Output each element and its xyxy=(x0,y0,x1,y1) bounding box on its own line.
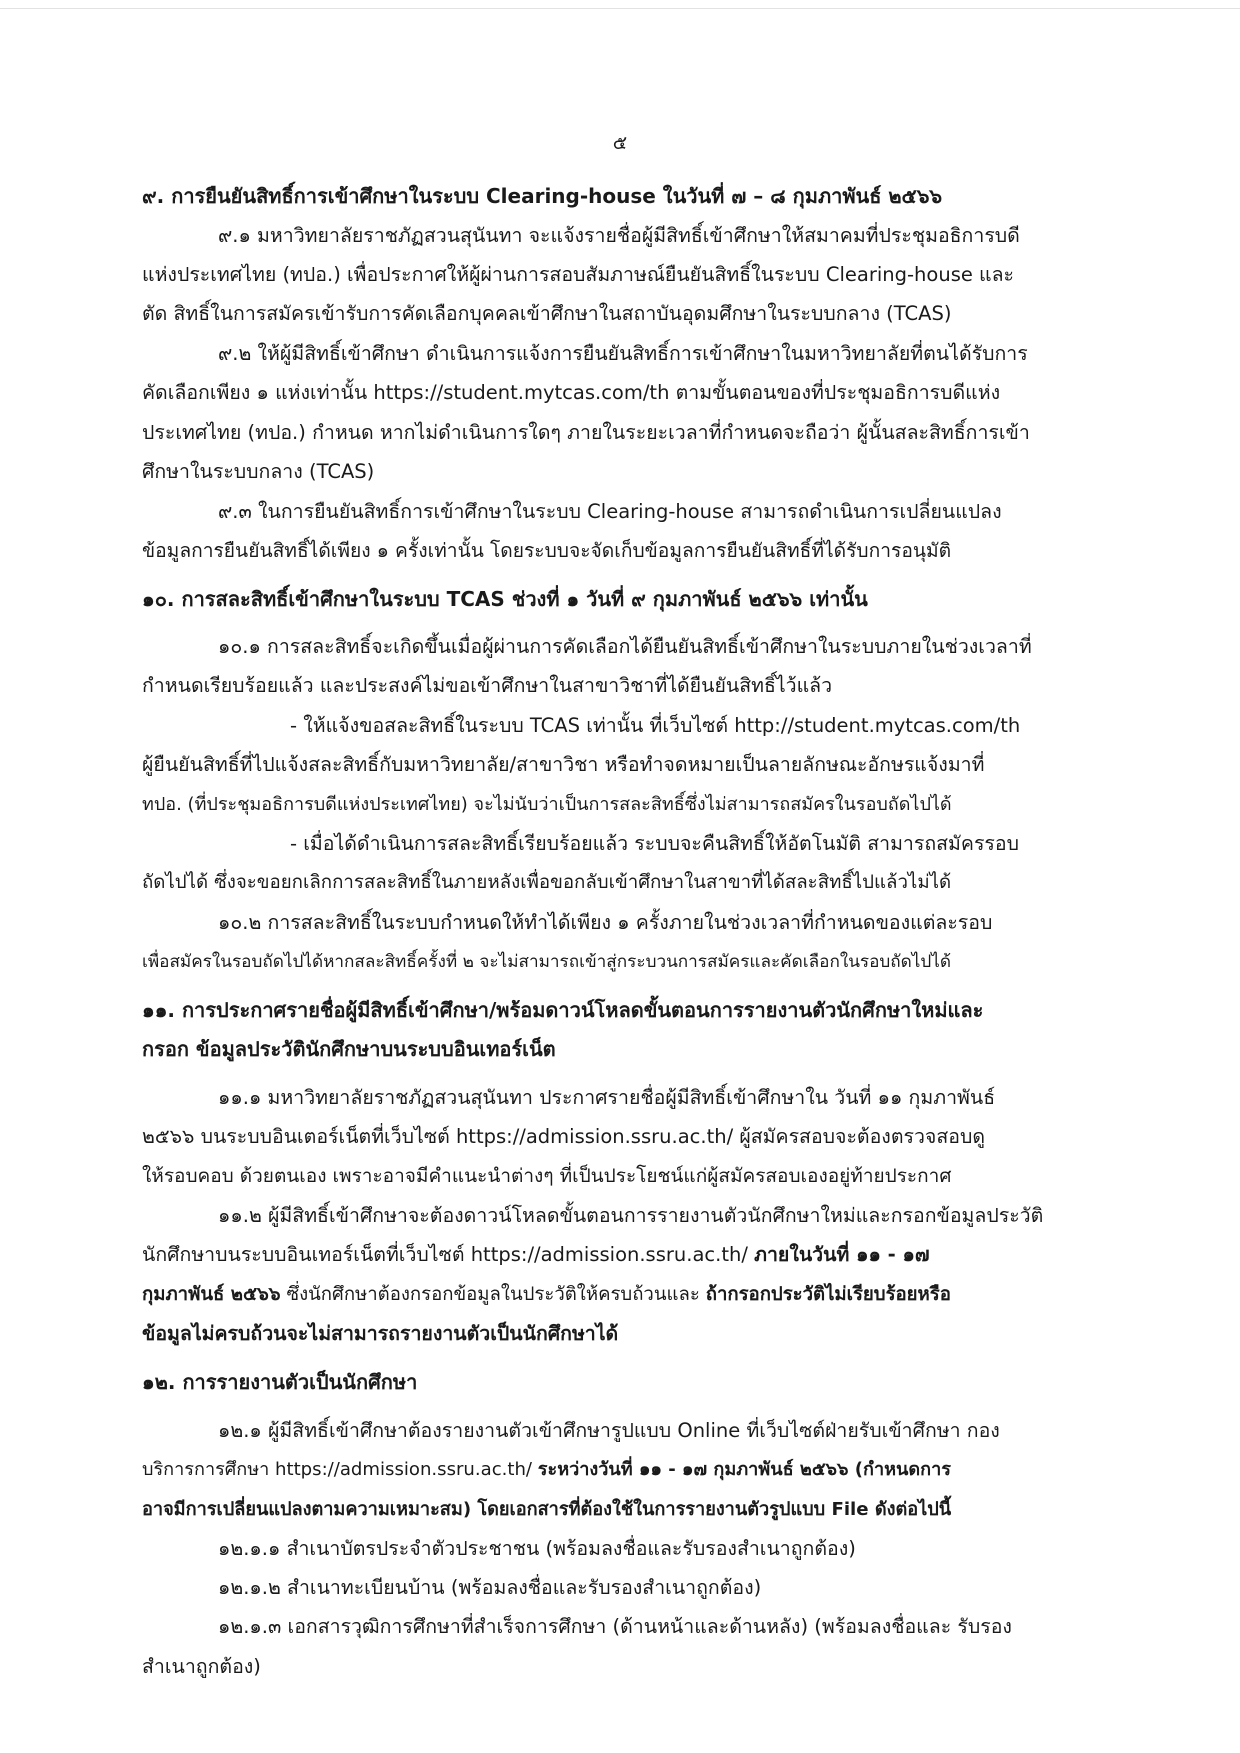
section-10-heading: ๑๐. การสละสิทธิ์เข้าศึกษาในระบบ TCAS ช่วงที่ ๑ วันที่ ๙ กุมภาพันธ์ ๒๕๖๖ เท่านั้น xyxy=(142,587,868,611)
s10-bullet-1-line-1: - ให้แจ้งขอสละสิทธิ์ในระบบ TCAS เท่านั้น ที่เว็บไซต์ http://student.mytcas.com/th xyxy=(290,714,1021,737)
scan-edge-line xyxy=(0,8,1240,9)
section-9-heading: ๙. การยืนยันสิทธิ์การเข้าศึกษาในระบบ Clearing-house ในวันที่ ๗ – ๘ กุมภาพันธ์ ๒๕๖๖ xyxy=(142,184,943,208)
s11-p2-month: กุมภาพันธ์ ๒๕๖๖ xyxy=(142,1284,281,1305)
s9-p2-line-2: คัดเลือกเพียง ๑ แห่งเท่านั้น https://student.mytcas.com/th ตามขั้นตอนของที่ประชุมอธิการบดีแห่ง xyxy=(142,381,1001,404)
s10-bullet-1-line-3: ทปอ. (ที่ประชุมอธิการบดีแห่งประเทศไทย) จะไม่นับว่าเป็นการสละสิทธิ์ซึ่งไม่สามารถสมัครในรอบถัดไปได้ xyxy=(142,794,952,815)
s12-item-3: ๑๒.๑.๓ เอกสารวุฒิการศึกษาที่สำเร็จการศึกษา (ด้านหน้าและด้านหลัง) (พร้อมลงชื่อและ รับรอง xyxy=(218,1615,1012,1638)
section-11-heading-line-2: กรอก ข้อมูลประวัตินักศึกษาบนระบบอินเทอร์เน็ต xyxy=(142,1037,556,1061)
s9-p2-line-1: ๙.๒ ให้ผู้มีสิทธิ์เข้าศึกษา ดำเนินการแจ้งการยืนยันสิทธิ์การเข้าศึกษาในมหาวิทยาลัยที่ตนได้รับการ xyxy=(218,342,1028,365)
s12-p1-line-2 xyxy=(142,1457,951,1483)
section-11-heading-line-1: ๑๑. การประกาศรายชื่อผู้มีสิทธิ์เข้าศึกษา/พร้อมดาวน์โหลดขั้นตอนการรายงานตัวนักศึกษาใหม่และ xyxy=(142,998,984,1022)
s11-p2-warning-end: ข้อมูลไม่ครบถ้วนจะไม่สามารถรายงานตัวเป็นนักศึกษาได้ xyxy=(142,1322,619,1345)
s12-p1-date-range: ระหว่างวันที่ ๑๑ - ๑๗ กุมภาพันธ์ ๒๕๖๖ (กำหนดการ xyxy=(537,1459,951,1480)
s10-bullet-2-line-1: - เมื่อได้ดำเนินการสละสิทธิ์เรียบร้อยแล้ว ระบบจะคืนสิทธิ์ให้อัตโนมัติ สามารถสมัครรอบ xyxy=(290,832,1019,855)
s9-p1-line-2: แห่งประเทศไทย (ทปอ.) เพื่อประกาศให้ผู้ผ่านการสอบสัมภาษณ์ยืนยันสิทธิ์ในระบบ Clearing-house และ xyxy=(142,263,1015,286)
s11-p2-line-2 xyxy=(142,1242,930,1268)
s12-p1-line-1: ๑๒.๑ ผู้มีสิทธิ์เข้าศึกษาต้องรายงานตัวเข้าศึกษารูปแบบ Online ที่เว็บไซต์ฝ่ายรับเข้าศึกษา กอง xyxy=(218,1419,1000,1442)
s12-p1-line-2-text: บริการการศึกษา https://admission.ssru.ac.th/ xyxy=(142,1459,538,1480)
s10-p1-line-1: ๑๐.๑ การสละสิทธิ์จะเกิดขึ้นเมื่อผู้ผ่านการคัดเลือกได้ยืนยันสิทธิ์เข้าศึกษาในระบบภายในช่วงเวลาที่ xyxy=(218,635,1032,658)
s10-p2-line-2: เพื่อสมัครในรอบถัดไปได้หากสละสิทธิ์ครั้งที่ ๒ จะไม่สามารถเข้าสู่กระบวนการสมัครและคัดเลือกในรอบถัดไปได้ xyxy=(142,952,952,972)
s9-p1-line-1: ๙.๑ มหาวิทยาลัยราชภัฏสวนสุนันทา จะแจ้งรายชื่อผู้มีสิทธิ์เข้าศึกษาให้สมาคมที่ประชุมอธิการบดี xyxy=(218,224,1020,247)
s9-p3-line-1: ๙.๓ ในการยืนยันสิทธิ์การเข้าศึกษาในระบบ Clearing-house สามารถดำเนินการเปลี่ยนแปลง xyxy=(218,500,1002,523)
s11-p2-date-range: ภายในวันที่ ๑๑ - ๑๗ xyxy=(754,1243,930,1266)
page-number: ๕ xyxy=(612,132,628,154)
s11-p1-line-1: ๑๑.๑ มหาวิทยาลัยราชภัฏสวนสุนันทา ประกาศรายชื่อผู้มีสิทธิ์เข้าศึกษาใน วันที่ ๑๑ กุมภาพันธ์ xyxy=(218,1086,996,1109)
s11-p2-warning-start: ถ้ากรอกประวัติไม่เรียบร้อยหรือ xyxy=(705,1284,951,1305)
s12-item-3-continued: สำเนาถูกต้อง) xyxy=(142,1655,261,1678)
s12-item-1: ๑๒.๑.๑ สำเนาบัตรประจำตัวประชาชน (พร้อมลงชื่อและรับรองสำเนาถูกต้อง) xyxy=(218,1537,856,1560)
s10-p2-line-1: ๑๐.๒ การสละสิทธิ์ในระบบกำหนดให้ทำได้เพียง ๑ ครั้งภายในช่วงเวลาที่กำหนดของแต่ละรอบ xyxy=(218,911,993,934)
s11-p2-line-2-text: นักศึกษาบนระบบอินเทอร์เน็ตที่เว็บไซต์ https://admission.ssru.ac.th/ xyxy=(142,1243,755,1266)
s11-p2-line-3-text: ซึ่งนักศึกษาต้องกรอกข้อมูลในประวัติให้ครบถ้วนและ xyxy=(280,1284,706,1305)
s11-p2-line-1: ๑๑.๒ ผู้มีสิทธิ์เข้าศึกษาจะต้องดาวน์โหลดขั้นตอนการรายงานตัวนักศึกษาใหม่และกรอกข้อมูลประวัติ xyxy=(218,1204,1044,1227)
s10-bullet-1-line-2: ผู้ยืนยันสิทธิ์ที่ไปแจ้งสละสิทธิ์กับมหาวิทยาลัย/สาขาวิชา หรือทำจดหมายเป็นลายลักษณะอักษรแจ้งมาที่ xyxy=(142,753,985,776)
s10-p1-line-2: กำหนดเรียบร้อยแล้ว และประสงค์ไม่ขอเข้าศึกษาในสาขาวิชาที่ได้ยืนยันสิทธิ์ไว้แล้ว xyxy=(142,674,833,697)
s11-p1-line-2: ๒๕๖๖ บนระบบอินเตอร์เน็ตที่เว็บไซต์ https://admission.ssru.ac.th/ ผู้สมัครสอบจะต้องตรวจสอบดู xyxy=(142,1125,985,1148)
s10-bullet-2-line-2: ถัดไปได้ ซึ่งจะขอยกเลิกการสละสิทธิ์ในภายหลังเพื่อขอกลับเข้าศึกษาในสาขาที่ได้สละสิทธิ์ไปแล้วไม่ได้ xyxy=(142,872,952,893)
s11-p1-line-3: ให้รอบคอบ ด้วยตนเอง เพราะอาจมีคำแนะนำต่างๆ ที่เป็นประโยชน์แก่ผู้สมัครสอบเองอยู่ท้ายประกาศ xyxy=(142,1165,952,1187)
s12-p1-line-3: อาจมีการเปลี่ยนแปลงตามความเหมาะสม) โดยเอกสารที่ต้องใช้ในการรายงานตัวรูปแบบ File ดังต่อไปนี้ xyxy=(142,1499,952,1520)
s9-p2-line-3: ประเทศไทย (ทปอ.) กำหนด หากไม่ดำเนินการใดๆ ภายในระยะเวลาที่กำหนดจะถือว่า ผู้นั้นสละสิทธิ์การเข้า xyxy=(142,421,1030,444)
s9-p1-line-3: ตัด สิทธิ์ในการสมัครเข้ารับการคัดเลือกบุคคลเข้าศึกษาในสถาบันอุดมศึกษาในระบบกลาง (TCAS) xyxy=(142,302,952,325)
s9-p2-line-4: ศึกษาในระบบกลาง (TCAS) xyxy=(142,460,375,483)
s11-p2-line-3 xyxy=(142,1282,951,1308)
s12-item-2: ๑๒.๑.๒ สำเนาทะเบียนบ้าน (พร้อมลงชื่อและรับรองสำเนาถูกต้อง) xyxy=(218,1576,762,1599)
s9-p3-line-2: ข้อมูลการยืนยันสิทธิ์ได้เพียง ๑ ครั้งเท่านั้น โดยระบบจะจัดเก็บข้อมูลการยืนยันสิทธิ์ที่ได้รับการอนุมัติ xyxy=(142,539,952,562)
section-12-heading: ๑๒. การรายงานตัวเป็นนักศึกษา xyxy=(142,1370,418,1394)
